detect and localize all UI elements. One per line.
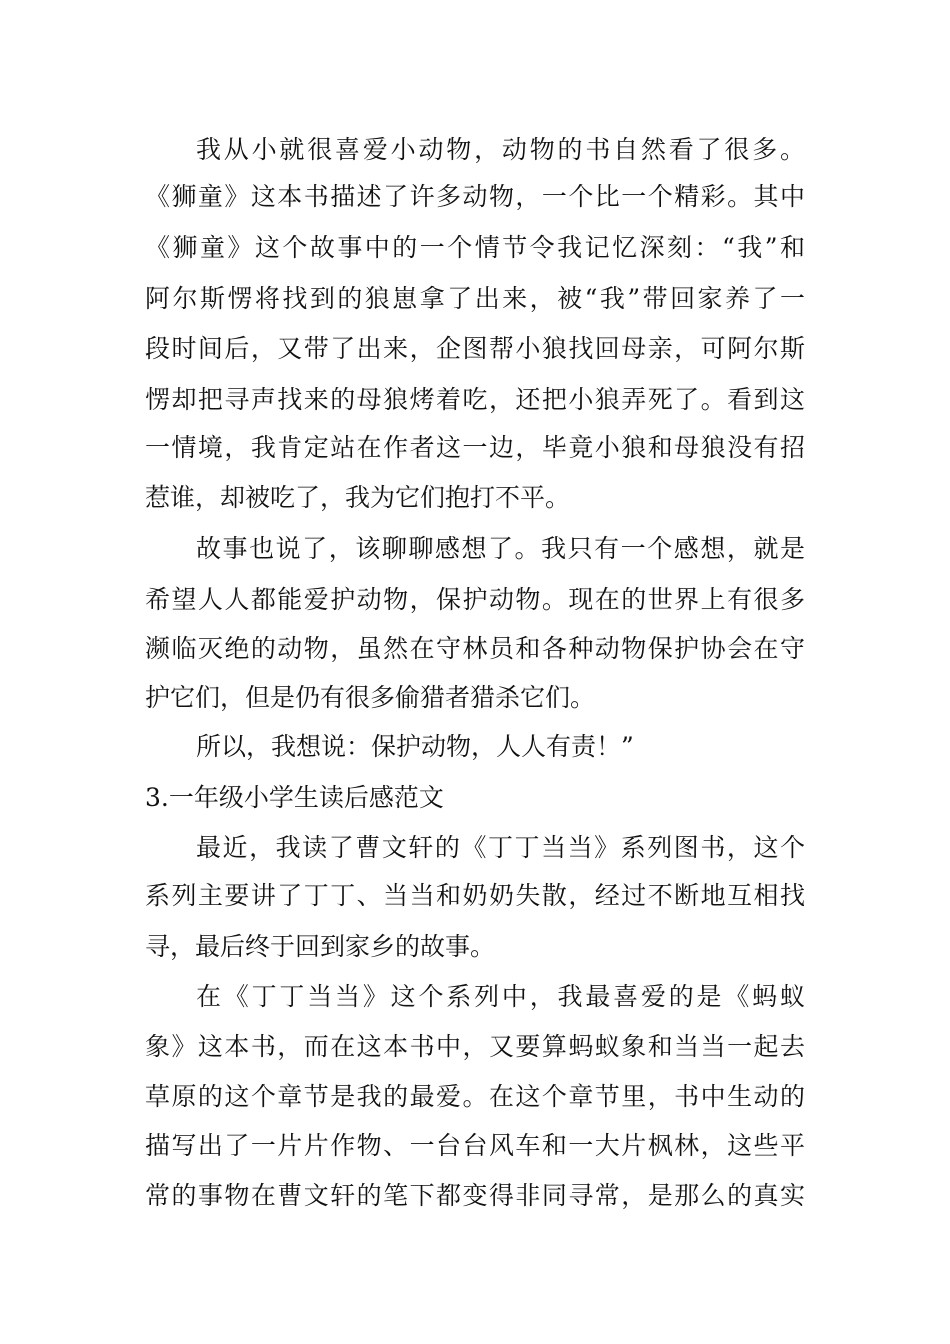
paragraph-4-line-1: 最近，我读了曹文轩的《丁丁当当》系列图书，这个 <box>196 833 805 862</box>
paragraph-1-line-1: 我从小就很喜爱小动物，动物的书自然看了很多。 <box>196 135 805 164</box>
paragraph-1-line-3: 《狮童》这个故事中的一个情节令我记忆深刻：“我”和 <box>145 233 805 262</box>
paragraph-5-line-5: 常的事物在曹文轩的笔下都变得非同寻常，是那么的真实 <box>145 1181 805 1210</box>
paragraph-2-line-1: 故事也说了，该聊聊感想了。我只有一个感想，就是 <box>196 534 805 563</box>
paragraph-1-line-4: 阿尔斯愣将找到的狼崽拿了出来，被“我”带回家养了一 <box>145 284 805 313</box>
paragraph-5-line-2: 象》这本书，而在这本书中，又要算蚂蚁象和当当一起去 <box>145 1032 805 1061</box>
paragraph-5-line-3: 草原的这个章节是我的最爱。在这个章节里，书中生动的 <box>145 1082 805 1111</box>
paragraph-1-line-5: 段时间后，又带了出来，企图帮小狼找回母亲，可阿尔斯 <box>145 334 805 363</box>
paragraph-1-line-6: 愣却把寻声找来的母狼烤着吃，还把小狼弄死了。看到这 <box>145 385 805 414</box>
paragraph-4-line-2: 系列主要讲了丁丁、当当和奶奶失散，经过不断地互相找 <box>145 881 805 910</box>
paragraph-1-line-8: 惹谁，却被吃了，我为它们抱打不平。 <box>145 483 571 512</box>
paragraph-2-line-3: 濒临灭绝的动物，虽然在守林员和各种动物保护协会在守 <box>145 634 805 663</box>
paragraph-1-line-7: 一情境，我肯定站在作者这一边，毕竟小狼和母狼没有招 <box>145 433 805 462</box>
paragraph-2-line-4: 护它们，但是仍有很多偷猎者猎杀它们。 <box>145 683 596 712</box>
paragraph-3-line-1: 所以，我想说：保护动物，人人有责！” <box>196 732 634 761</box>
section-heading: 3.一年级小学生读后感范文 <box>145 783 444 812</box>
paragraph-4-line-3: 寻，最后终于回到家乡的故事。 <box>145 932 496 961</box>
paragraph-1-line-2: 《狮童》这本书描述了许多动物，一个比一个精彩。其中 <box>145 182 805 211</box>
paragraph-2-line-2: 希望人人都能爱护动物，保护动物。现在的世界上有很多 <box>145 585 805 614</box>
paragraph-5-line-4: 描写出了一片片作物、一台台风车和一大片枫林，这些平 <box>145 1131 805 1160</box>
paragraph-5-line-1: 在《丁丁当当》这个系列中，我最喜爱的是《蚂蚁 <box>196 982 805 1011</box>
